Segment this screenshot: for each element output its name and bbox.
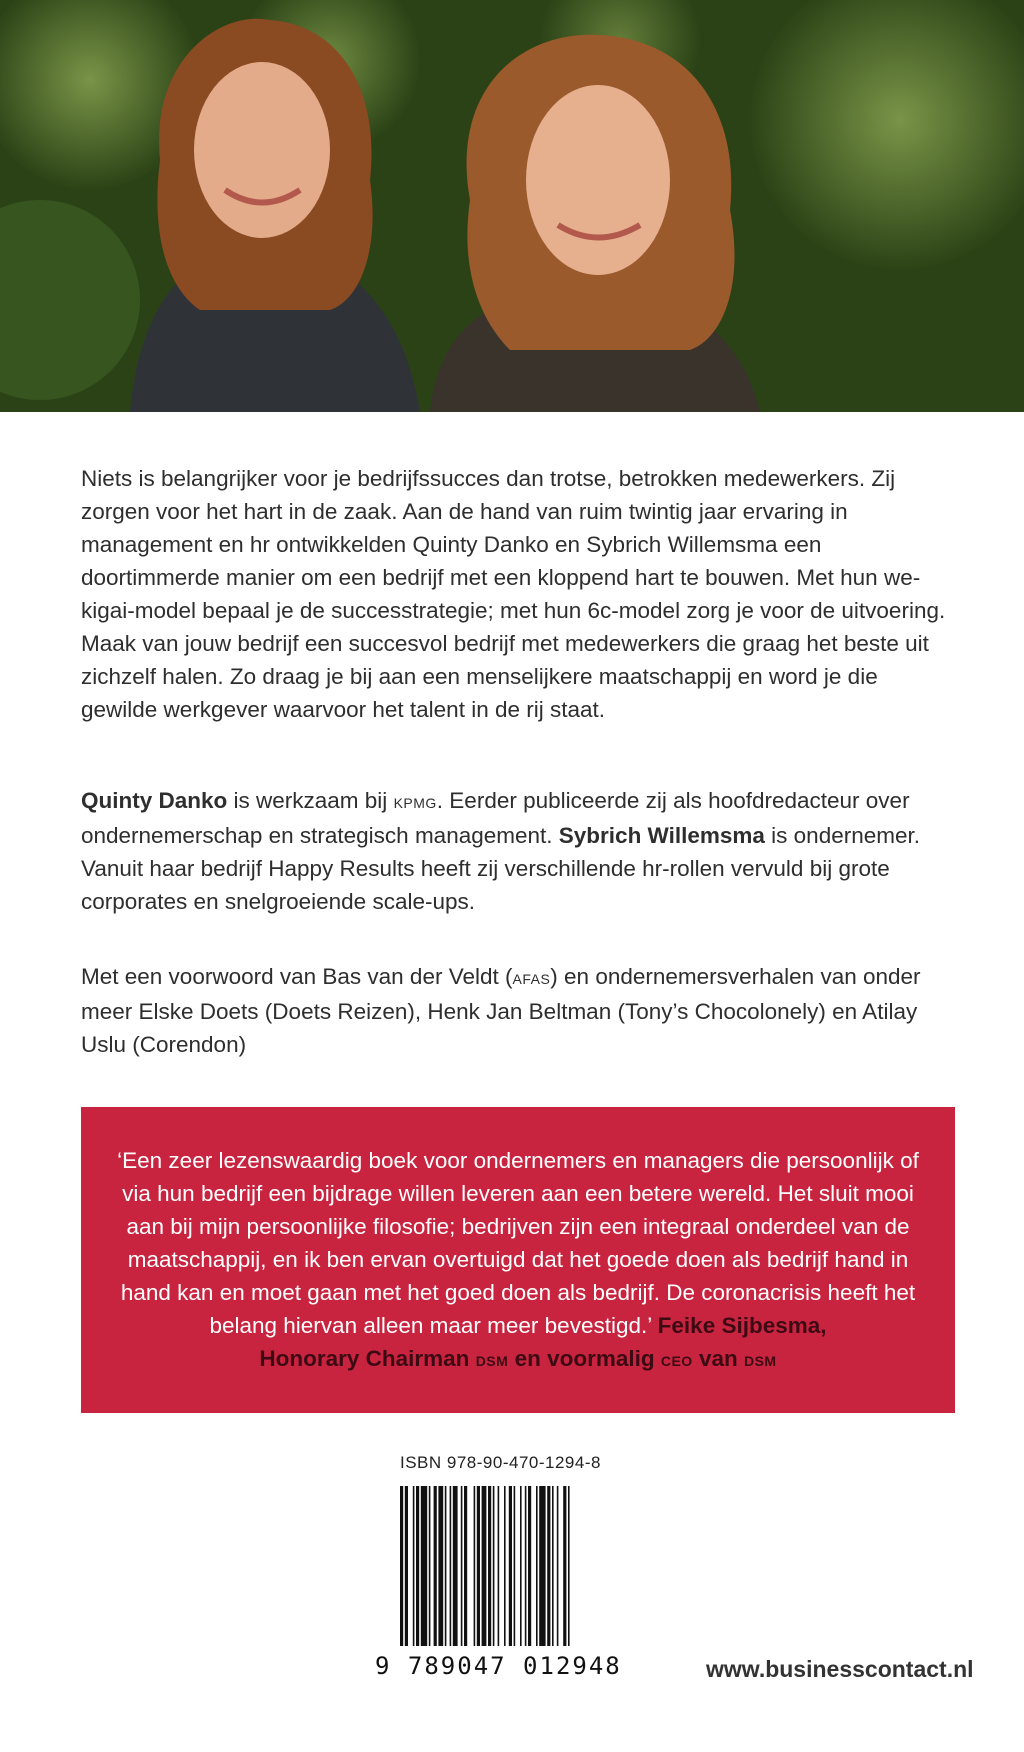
barcode-bar — [563, 1486, 566, 1646]
barcode-bar — [525, 1486, 527, 1646]
barcode-digits: 9 789047 012948 — [375, 1652, 622, 1680]
barcode-bar — [477, 1486, 480, 1646]
barcode-bar — [568, 1486, 570, 1646]
barcode-bar — [405, 1486, 408, 1646]
endorsement-quote — [113, 1144, 923, 1377]
barcode-bar — [557, 1486, 559, 1646]
barcode-bar — [464, 1486, 467, 1646]
barcode-bar — [536, 1486, 538, 1646]
barcode-bar — [445, 1486, 447, 1646]
barcode-bar — [547, 1486, 550, 1646]
org-afas: afas — [512, 967, 551, 989]
author-photo-illustration — [0, 0, 1024, 412]
barcode-bar — [421, 1486, 427, 1646]
author-bio — [81, 784, 951, 918]
role-text: en voormalig — [508, 1345, 661, 1371]
foreword-note — [81, 960, 951, 1061]
barcode-bar — [413, 1486, 415, 1646]
foreword-paragraph — [81, 960, 951, 1061]
book-blurb — [81, 462, 951, 726]
author-name-quinty: Quinty Danko — [81, 788, 228, 813]
author-name-sybrich: Sybrich Willemsma — [558, 823, 765, 848]
barcode-icon — [398, 1486, 630, 1648]
role-text: Honorary Chairman — [259, 1345, 476, 1371]
barcode-bar — [488, 1486, 491, 1646]
bio-text: is werkzaam bij — [227, 788, 394, 813]
barcode-bar — [493, 1486, 495, 1646]
barcode-bar — [453, 1486, 458, 1646]
quote-author: Feike Sijbesma, — [657, 1312, 827, 1338]
endorsement-quote-box — [81, 1107, 955, 1413]
publisher-url: www.businesscontact.nl — [706, 1656, 974, 1682]
foreword-text: ) en ondernemersverhalen van onder meer Elske Doets (Doets Reizen), Henk Jan Beltman (Tony’s Chocolonely) en Atilay Uslu (Corendon) — [81, 964, 921, 1057]
barcode-bar — [482, 1486, 487, 1646]
barcode-bar — [498, 1486, 500, 1646]
barcode-bar — [504, 1486, 506, 1646]
org-dsm: dsm — [475, 1348, 509, 1371]
org-kpmg: kpmg — [393, 791, 437, 813]
barcode-bar — [434, 1486, 437, 1646]
barcode-bar — [520, 1486, 522, 1646]
bio-paragraph — [81, 784, 951, 918]
barcode-bar — [400, 1486, 403, 1646]
role-ceo: ceo — [660, 1348, 693, 1371]
barcode-bar — [539, 1486, 545, 1646]
blurb-paragraph: Niets is belangrijker voor je bedrijfssucces dan trotse, betrokken medewerkers. Zij zorgen voor het hart in de zaak. Aan de hand van ruim twintig jaar ervaring in management en hr ontwikkelden Quinty Danko en Sybrich Willemsma een doortimmerde manier om een bedrijf met een kloppend hart te bouwen. Met hun we-kigai-model bepaal je de successtrategie; met hun 6c-model zorg je voor de uitvoering. Maak van jouw bedrijf een succesvol bedrijf met medewerkers die graag het beste uit zichzelf halen. Zo draag je bij aan een menselijkere maatschappij en word je die gewilde werkgever waarvoor het talent in de rij staat. — [81, 466, 946, 722]
barcode-bar — [514, 1486, 516, 1646]
author-photo — [0, 0, 1024, 412]
quote-author-role — [259, 1346, 776, 1371]
role-text: van — [692, 1345, 744, 1371]
barcode-bar — [474, 1486, 476, 1646]
barcode-bar — [429, 1486, 431, 1646]
barcode-bar — [416, 1486, 419, 1646]
quote-text: ‘Een zeer lezenswaardig boek voor ondernemers en managers die persoonlijk of via hun bedrijf een bijdrage willen leveren aan een betere wereld. Het sluit mooi aan bij mijn persoonlijke filosofie; bedrijven zijn een integraal onderdeel van de maatschappij, en ik ben ervan overtuigd dat het goede doen als bedrijf hand in hand kan en moet gaan met het goed doen als bedrijf. De coronacrisis heeft het belang hiervan alleen maar meer bevestigd.’ — [117, 1147, 919, 1338]
barcode-bar — [552, 1486, 554, 1646]
barcode-bar — [438, 1486, 443, 1646]
barcode-bar — [528, 1486, 531, 1646]
bio-text: is ondernemer. Vanuit haar bedrijf Happy Results heeft zij verschillende hr-rollen vervuld bij grote corporates en snelgroeiende scale-ups. — [81, 823, 921, 914]
foreword-text: Met een voorwoord van Bas van der Veldt ( — [81, 964, 513, 989]
bio-text: . Eerder publiceerde zij als hoofdredacteur over ondernemerschap en strategisch management. — [81, 788, 910, 848]
barcode-bar — [509, 1486, 512, 1646]
org-dsm: dsm — [743, 1348, 777, 1371]
barcode-bar — [461, 1486, 463, 1646]
barcode-bar — [450, 1486, 452, 1646]
isbn-label: ISBN 978-90-470-1294-8 — [400, 1453, 601, 1472]
